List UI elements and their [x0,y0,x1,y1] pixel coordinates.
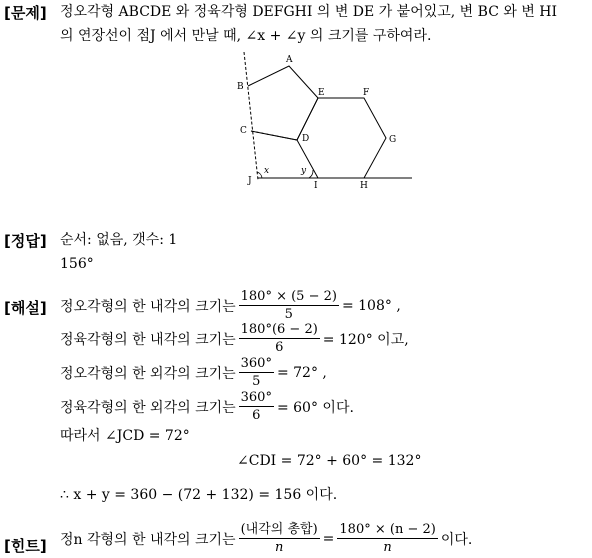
geometry-figure [230,50,420,195]
answer-line-1: 순서: 없음, 갯수: 1 [60,232,178,248]
pentagon-abcde [248,66,318,140]
label-x: x [264,166,270,176]
answer-value: 156° [60,256,94,272]
hint-text: 정n 각형의 한 내각의 크기는 [60,531,236,548]
hexagon-defghi [297,98,386,178]
solution-row-2-tail: = 120° 이고, [322,331,409,348]
solution-row-7: ∴ x + y = 360 − (72 + 132) = 156 이다. [60,487,338,503]
solution-label: [해설] [4,299,47,317]
hint-equals: = [322,530,335,547]
label-g: G [389,135,397,145]
angle-y-mark [309,170,313,178]
solution-row-4 [60,390,354,423]
hint-tail: 이다. [440,531,473,548]
problem-line-2: 의 연장선이 점J 에서 만날 때, ∠x + ∠y 의 크기를 구하여라. [60,28,432,44]
label-a: A [286,55,293,65]
label-e: E [318,88,325,98]
fraction-pentagon-interior: $\frac{180^\circ \times (5 - 2)}{5}$ [240,289,337,322]
solution-row-1 [60,289,401,322]
solution-row-1-tail: = 108° , [341,297,401,314]
answer-label: [정답] [4,232,47,250]
solution-row-2 [60,322,409,355]
fraction-hexagon-interior: $\frac{180^\circ(6 - 2)}{6}$ [240,322,318,355]
label-c: C [240,126,247,136]
solution-row-1-text: 정오각형의 한 내각의 크기는 [60,298,236,315]
fraction-interior-formula: $\frac{180^\circ \times (n - 2)}{n}$ [339,522,436,555]
problem-label: [문제] [4,4,47,22]
solution-row-3-tail: = 72° , [276,364,327,381]
solution-row-2-text: 정육각형의 한 내각의 크기는 [60,331,236,348]
solution-row-3-text: 정오각형의 한 외각의 크기는 [60,365,236,382]
label-j: J [248,176,252,186]
solution-row-5: 따라서 ∠JCD = 72° [60,428,190,444]
solution-row-6: ∠CDI = 72° + 60° = 132° [237,453,422,469]
fraction-pentagon-exterior: $\frac{360^\circ}{5}$ [240,356,272,389]
fraction-interior-sum: $\frac{\text{(내각의 총합)}}{n}$ [240,522,318,555]
hint-label: [힌트] [4,537,47,555]
label-i: I [314,181,318,191]
label-h: H [360,181,368,191]
label-b: B [237,82,244,92]
label-y: y [301,166,307,176]
problem-line-1: 정오각형 ABCDE 와 정육각형 DEFGHI 의 변 DE 가 붙어있고, 변 BC 와 변 HI [60,4,558,20]
label-f: F [363,88,370,98]
bc-extension-line [244,52,258,180]
solution-row-4-tail: = 60° 이다. [276,399,354,416]
fraction-hexagon-exterior: $\frac{360^\circ}{6}$ [240,390,272,423]
label-d: D [302,134,310,144]
solution-row-4-text: 정육각형의 한 외각의 크기는 [60,399,236,416]
hint-row [60,522,472,555]
solution-row-3 [60,356,327,389]
